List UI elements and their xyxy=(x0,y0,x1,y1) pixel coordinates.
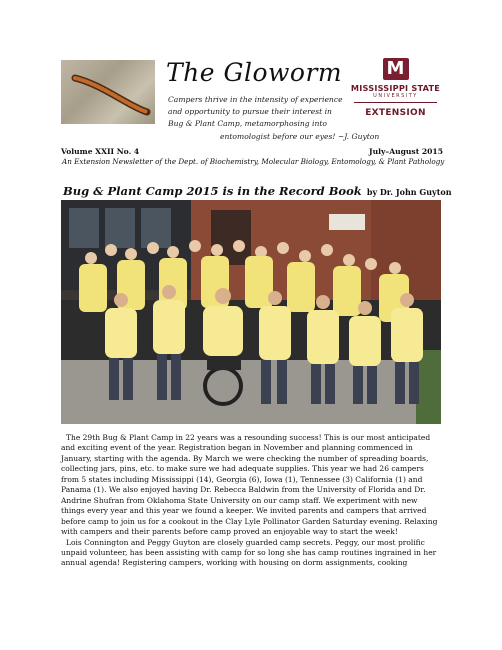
issue-date: July–August 2015 xyxy=(368,147,443,156)
tagline-line: entomologist before our eyes! ~J. Guyton xyxy=(220,131,380,141)
msu-logo-university: UNIVERSITY xyxy=(373,93,418,99)
tagline-line: Bug & Plant Camp, metamorphosing into xyxy=(168,119,328,129)
msu-logo-name: MISSISSIPPI STATE xyxy=(350,83,441,93)
article-paragraph: Lois Connington and Peggy Guyton are closely guarded camp secrets. Peggy, our most prolific unpaid volunteer, has been assisting with camp for so long she has camp routines ingrained in her annual agenda! Registering campers, working with housing on dorm assignments, cooking xyxy=(61,537,437,568)
caterpillar-icon xyxy=(75,78,147,112)
tagline-line: and opportunity to pursue their interest in xyxy=(168,107,332,117)
volume-number: Volume XXII No. 4 xyxy=(61,147,140,156)
newsletter-title: The Gloworm xyxy=(166,58,343,87)
article-headline xyxy=(63,180,452,199)
article-paragraph: The 29th Bug & Plant Camp in 22 years was a resounding success! This is our most anticipated and exciting event of the year. Registration began in November and planning commenced in January, starting with the agenda. By March we were checking the number of spreading boards, collecting jars, pins, etc. to make sure we had adequate supplies. This year we had 26 campers from 5 states including Mississippi (14), Georgia (6), Iowa (1), Tennessee (3) California (1) and Panama (1). We also enjoyed having Dr. Rebecca Baldwin from the University of Florida and Dr. Andrine Shufran from Oklahoma State University on our camp staff. We experiment with new things every year and this year we found a keeper. We invited parents and campers that arrived before camp to join us for a cookout in the Clay Lyle Pollinator Garden Saturday evening. Relaxing with campers and their parents before camp proved an enjoyable way to start the week! xyxy=(61,433,438,537)
headline-text: Bug & Plant Camp 2015 is in the Record Book xyxy=(63,184,362,198)
article-body xyxy=(61,433,443,569)
msu-extension-logo xyxy=(348,58,443,118)
msu-logo-letter: M xyxy=(383,58,409,80)
tagline-line: Campers thrive in the intensity of experience xyxy=(168,95,343,104)
group-photo xyxy=(61,200,441,424)
newsletter-subtitle: An Extension Newsletter of the Dept. of Biochemistry, Molecular Biology, Entomology, & Plant Pathology xyxy=(62,157,445,166)
logo-divider xyxy=(354,102,437,103)
byline: by Dr. John Guyton xyxy=(366,187,452,197)
msu-logo-extension: EXTENSION xyxy=(365,108,426,118)
caterpillar-photo xyxy=(61,60,155,124)
